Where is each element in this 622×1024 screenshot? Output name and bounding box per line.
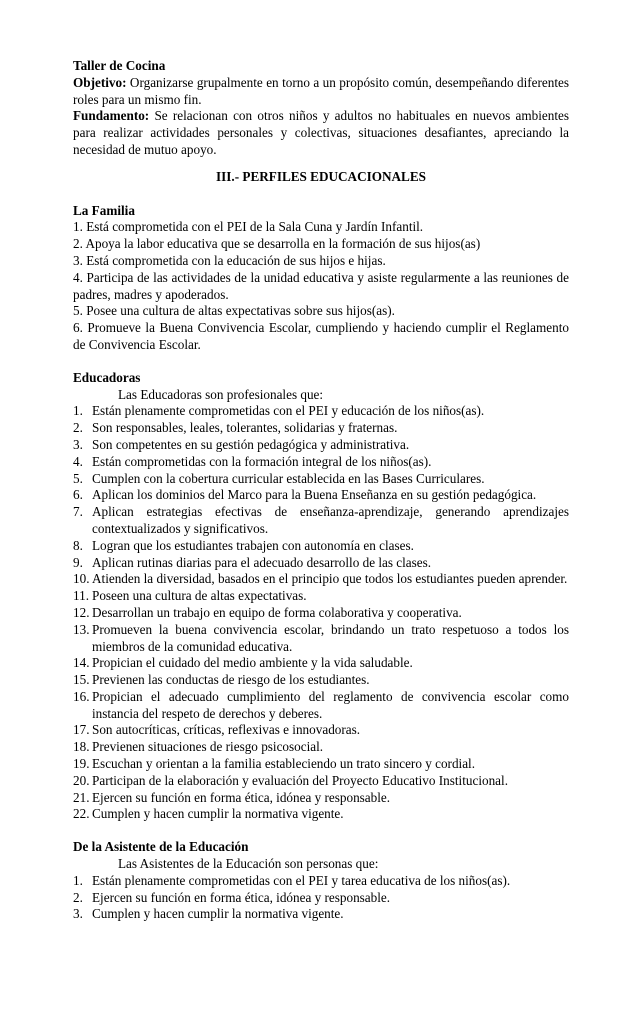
list-item-number: 2. — [73, 889, 83, 905]
fundamento-label: Fundamento: — [73, 108, 150, 124]
list-item-number: 1. — [73, 403, 83, 419]
list-item-number: 3. — [73, 906, 83, 922]
list-item — [73, 571, 569, 588]
list-item-text: Logran que los estudiantes trabajen con autonomía en clases. — [92, 537, 414, 553]
list-item-number: 12. — [73, 604, 90, 620]
list-item — [73, 773, 569, 790]
list-item-number: 11. — [73, 588, 89, 604]
list-item: 6. Promueve la Buena Convivencia Escolar, cumpliendo y haciendo cumplir el Reglamento de Convivencia Escolar. — [73, 320, 569, 352]
list-item — [73, 471, 569, 488]
list-item-number: 10. — [73, 571, 90, 587]
list-item-number: 6. — [73, 487, 83, 503]
objetivo-text: Organizarse grupalmente en torno a un propósito común, desempeñando diferentes roles para un mismo fin. — [73, 74, 569, 107]
list-item-text: Cumplen y hacen cumplir la normativa vigente. — [92, 906, 344, 922]
list-item-number: 9. — [73, 554, 83, 570]
list-item — [73, 420, 569, 437]
list-item-text: Aplican rutinas diarias para el adecuado desarrollo de las clases. — [92, 554, 432, 570]
list-item — [73, 504, 569, 538]
asistente-intro: Las Asistentes de la Educación son personas que: — [118, 856, 379, 872]
asistente-heading: De la Asistente de la Educación — [73, 839, 249, 855]
list-item-text: Son responsables, leales, tolerantes, solidarias y fraternas. — [92, 420, 398, 436]
list-item — [73, 454, 569, 471]
list-item-number: 21. — [73, 789, 90, 805]
list-item-number: 18. — [73, 739, 90, 755]
familia-list — [73, 219, 569, 353]
list-item-number: 22. — [73, 806, 90, 822]
list-item-text: Cumplen y hacen cumplir la normativa vigente. — [92, 806, 344, 822]
list-item-text: Están comprometidas con la formación integral de los niños(as). — [92, 453, 432, 469]
list-item-number: 13. — [73, 621, 90, 637]
fundamento-paragraph — [73, 108, 569, 158]
list-item-number: 3. — [73, 436, 83, 452]
list-item-number: 14. — [73, 655, 90, 671]
familia-heading: La Familia — [73, 202, 135, 218]
list-item-text: Aplican estrategias efectivas de enseñanza-aprendizaje, generando aprendizajes contextualizados y significativos. — [92, 504, 569, 536]
list-item-number: 4. — [73, 453, 83, 469]
list-item-number: 1. — [73, 872, 83, 888]
document-page — [73, 58, 569, 923]
list-item-text: Escuchan y orientan a la familia estableciendo un trato sincero y cordial. — [92, 756, 476, 772]
list-item-number: 8. — [73, 537, 83, 553]
list-item — [73, 622, 569, 656]
list-item: 4. Participa de las actividades de la unidad educativa y asiste regularmente a las reuniones de padres, madres y apoderados. — [73, 269, 569, 302]
list-item: 1. Está comprometida con el PEI de la Sala Cuna y Jardín Infantil. — [73, 219, 424, 235]
list-item-text: Están plenamente comprometidas con el PEI y educación de los niños(as). — [92, 403, 485, 419]
list-item-text: Propician el cuidado del medio ambiente y la vida saludable. — [92, 655, 413, 671]
list-item-text: Ejercen su función en forma ética, idónea y responsable. — [92, 789, 391, 805]
educadoras-intro: Las Educadoras son profesionales que: — [118, 386, 324, 402]
list-item — [73, 588, 569, 605]
list-item — [73, 538, 569, 555]
list-item — [73, 689, 569, 723]
educadoras-list — [73, 403, 569, 823]
section-title: III.- PERFILES EDUCACIONALES — [216, 168, 426, 184]
list-item: 2. Apoya la labor educativa que se desarrolla en la formación de sus hijos(as) — [73, 236, 481, 252]
list-item-text: Propician el adecuado cumplimiento del reglamento de convivencia escolar como instancia del respeto de derechos y deberes. — [92, 688, 569, 721]
list-item — [73, 605, 569, 622]
educadoras-heading: Educadoras — [73, 369, 141, 385]
list-item — [73, 655, 569, 672]
list-item: 3. Está comprometida con la educación de sus hijos e hijas. — [73, 252, 386, 268]
list-item-text: Poseen una cultura de altas expectativas. — [92, 588, 307, 604]
list-item-text: Previenen situaciones de riesgo psicosocial. — [92, 739, 324, 755]
list-item-text: Son competentes en su gestión pedagógica y administrativa. — [92, 436, 410, 452]
list-item — [73, 756, 569, 773]
list-item-number: 20. — [73, 772, 90, 788]
objetivo-label: Objetivo: — [73, 74, 127, 90]
list-item — [73, 403, 569, 420]
list-item-text: Están plenamente comprometidas con el PEI y tarea educativa de los niños(as). — [92, 872, 511, 888]
asistente-list — [73, 873, 569, 923]
list-item — [73, 437, 569, 454]
objetivo-paragraph — [73, 75, 569, 109]
list-item-number: 2. — [73, 420, 83, 436]
list-item — [73, 739, 569, 756]
list-item-number: 16. — [73, 688, 90, 704]
list-item — [73, 555, 569, 572]
list-item — [73, 890, 569, 907]
list-item — [73, 906, 569, 923]
list-item-text: Promueven la buena convivencia escolar, brindando un trato respetuoso a todos los miembros de la comunidad educativa. — [92, 621, 569, 654]
list-item-text: Atienden la diversidad, basados en el principio que todos los estudiantes pueden aprender. — [92, 571, 568, 587]
list-item-text: Participan de la elaboración y evaluación del Proyecto Educativo Institucional. — [92, 772, 508, 788]
fundamento-text: Se relacionan con otros niños y adultos no habituales en nuevos ambientes para realizar actividades personales y colectivas, situaciones desafiantes, apreciando la necesidad de mutuo apoyo. — [73, 108, 569, 157]
list-item: 5. Posee una cultura de altas expectativas sobre sus hijos(as). — [73, 303, 395, 319]
list-item-number: 19. — [73, 756, 90, 772]
list-item-text: Son autocríticas, críticas, reflexivas e innovadoras. — [92, 722, 361, 738]
list-item — [73, 873, 569, 890]
list-item-number: 17. — [73, 722, 90, 738]
taller-heading: Taller de Cocina — [73, 58, 166, 73]
list-item — [73, 790, 569, 807]
list-item-number: 5. — [73, 470, 83, 486]
list-item-text: Aplican los dominios del Marco para la Buena Enseñanza en su gestión pedagógica. — [92, 487, 537, 503]
list-item-number: 7. — [73, 504, 83, 520]
list-item — [73, 722, 569, 739]
list-item-text: Desarrollan un trabajo en equipo de forma colaborativa y cooperativa. — [92, 604, 462, 620]
list-item-number: 15. — [73, 672, 90, 688]
list-item-text: Ejercen su función en forma ética, idónea y responsable. — [92, 889, 391, 905]
list-item-text: Cumplen con la cobertura curricular establecida en las Bases Curriculares. — [92, 470, 485, 486]
list-item — [73, 806, 569, 823]
list-item — [73, 487, 569, 504]
list-item — [73, 672, 569, 689]
list-item-text: Previenen las conductas de riesgo de los estudiantes. — [92, 672, 370, 688]
